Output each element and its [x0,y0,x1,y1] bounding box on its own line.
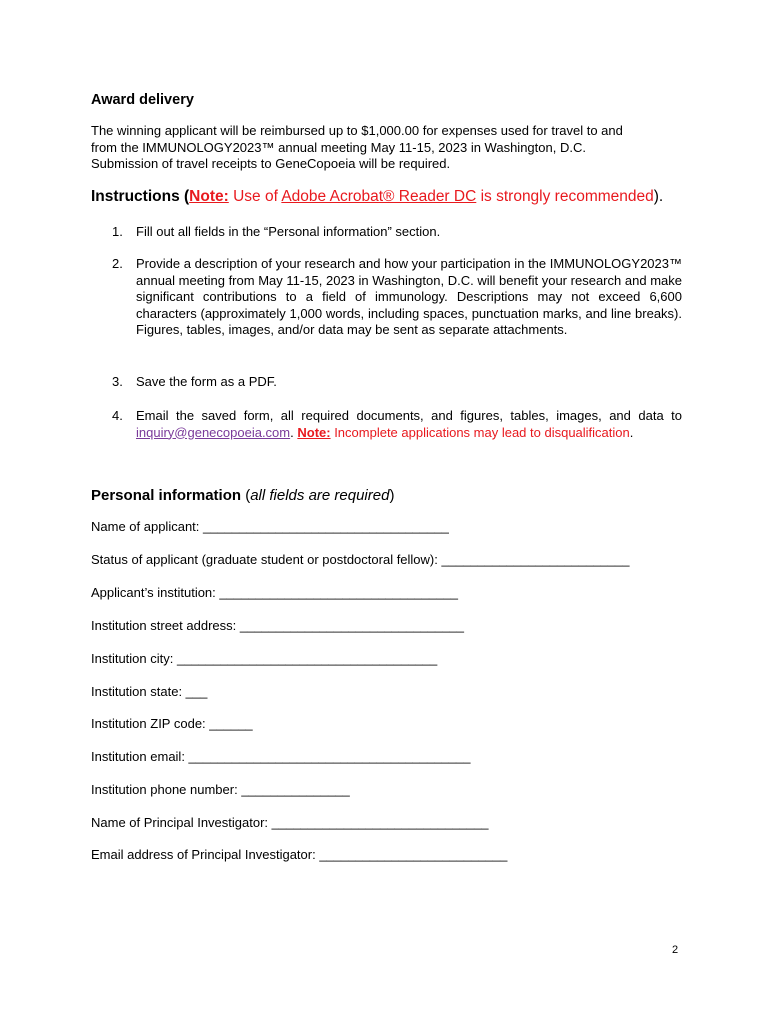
field-applicant-institution[interactable]: Applicant’s institution: _________________________________ [91,585,458,600]
instruction-item-3 [112,374,682,391]
instruction-4-mid: . [290,424,298,440]
instruction-text [136,408,682,441]
instructions-open-paren: ( [179,188,190,205]
instruction-item-4 [112,408,682,441]
inquiry-email-link[interactable]: inquiry@genecopoeia.com [136,424,291,440]
award-line-3: Submission of travel receipts to GeneCopoeia will be required. [91,156,451,171]
field-institution-phone-number[interactable]: Institution phone number: _______________ [91,782,350,797]
instructions-note-label: Note: [189,188,229,205]
award-delivery-paragraph [91,123,691,173]
instruction-4-note-label: Note: [297,424,331,440]
field-name-of-applicant[interactable]: Name of applicant: __________________________________ [91,519,449,534]
personal-title: Personal information [91,487,242,504]
field-institution-email[interactable]: Institution email: _______________________________________ [91,749,471,764]
instruction-text: Save the form as a PDF. [136,374,277,389]
instruction-4-note-text: Incomplete applications may lead to disqualification [330,424,630,440]
instruction-text: Provide a description of your research and how your participation in the IMMUNOLOGY2023™ annual meeting from May 11-15, 2023 in Washington, D.C. will benefit your research and make significant contributions to a field of immunology. Descriptions may not exceed 6,600 characters (approximately 1,000 words, including spaces, punctuation marks, and line breaks). Figures, tables, images, and/or data may be sent as separate attachments. [136,256,682,337]
field-institution-zip-code[interactable]: Institution ZIP code: ______ [91,716,253,731]
personal-paren-close: ) [389,487,395,504]
instruction-num: 2. [112,256,123,271]
field-institution-street-address[interactable]: Institution street address: _______________________________ [91,618,464,633]
instruction-num: 3. [112,374,123,389]
field-institution-city[interactable]: Institution city: ____________________________________ [91,651,438,666]
page-number: 2 [672,944,679,956]
instruction-item-2 [112,256,682,339]
instructions-heading [91,188,663,206]
instructions-close-paren: ). [653,188,664,205]
instruction-num: 1. [112,224,123,239]
instruction-item-1 [112,224,682,241]
adobe-reader-link[interactable]: Adobe Acrobat® Reader DC [281,188,477,205]
instructions-title: Instructions [91,188,180,205]
award-line-2: from the IMMUNOLOGY2023™ annual meeting May 11-15, 2023 in Washington, D.C. [91,139,586,155]
instruction-4-end: . [629,424,634,440]
personal-subtitle: all fields are required [250,487,390,504]
instructions-note-pre: Use of [228,188,282,205]
award-line-1: The winning applicant will be reimbursed up to $1,000.00 for expenses used for travel to and [91,123,623,138]
award-delivery-heading: Award delivery [91,92,194,108]
instruction-4-text: Email the saved form, all required documents, and figures, tables, images, and data to [136,408,682,423]
field-institution-state[interactable]: Institution state: ___ [91,684,208,699]
field-status-of-applicant[interactable]: Status of applicant (graduate student or postdoctoral fellow): __________________________ [91,552,630,567]
field-principal-investigator-email[interactable]: Email address of Principal Investigator: __________________________ [91,847,508,862]
instruction-text: Fill out all fields in the “Personal information” section. [136,224,441,239]
personal-paren-open: ( [241,487,251,504]
field-principal-investigator-name[interactable]: Name of Principal Investigator: ______________________________ [91,815,489,830]
personal-information-heading [91,487,394,504]
instruction-num: 4. [112,408,123,423]
instructions-note-post: is strongly recommended [476,188,654,205]
